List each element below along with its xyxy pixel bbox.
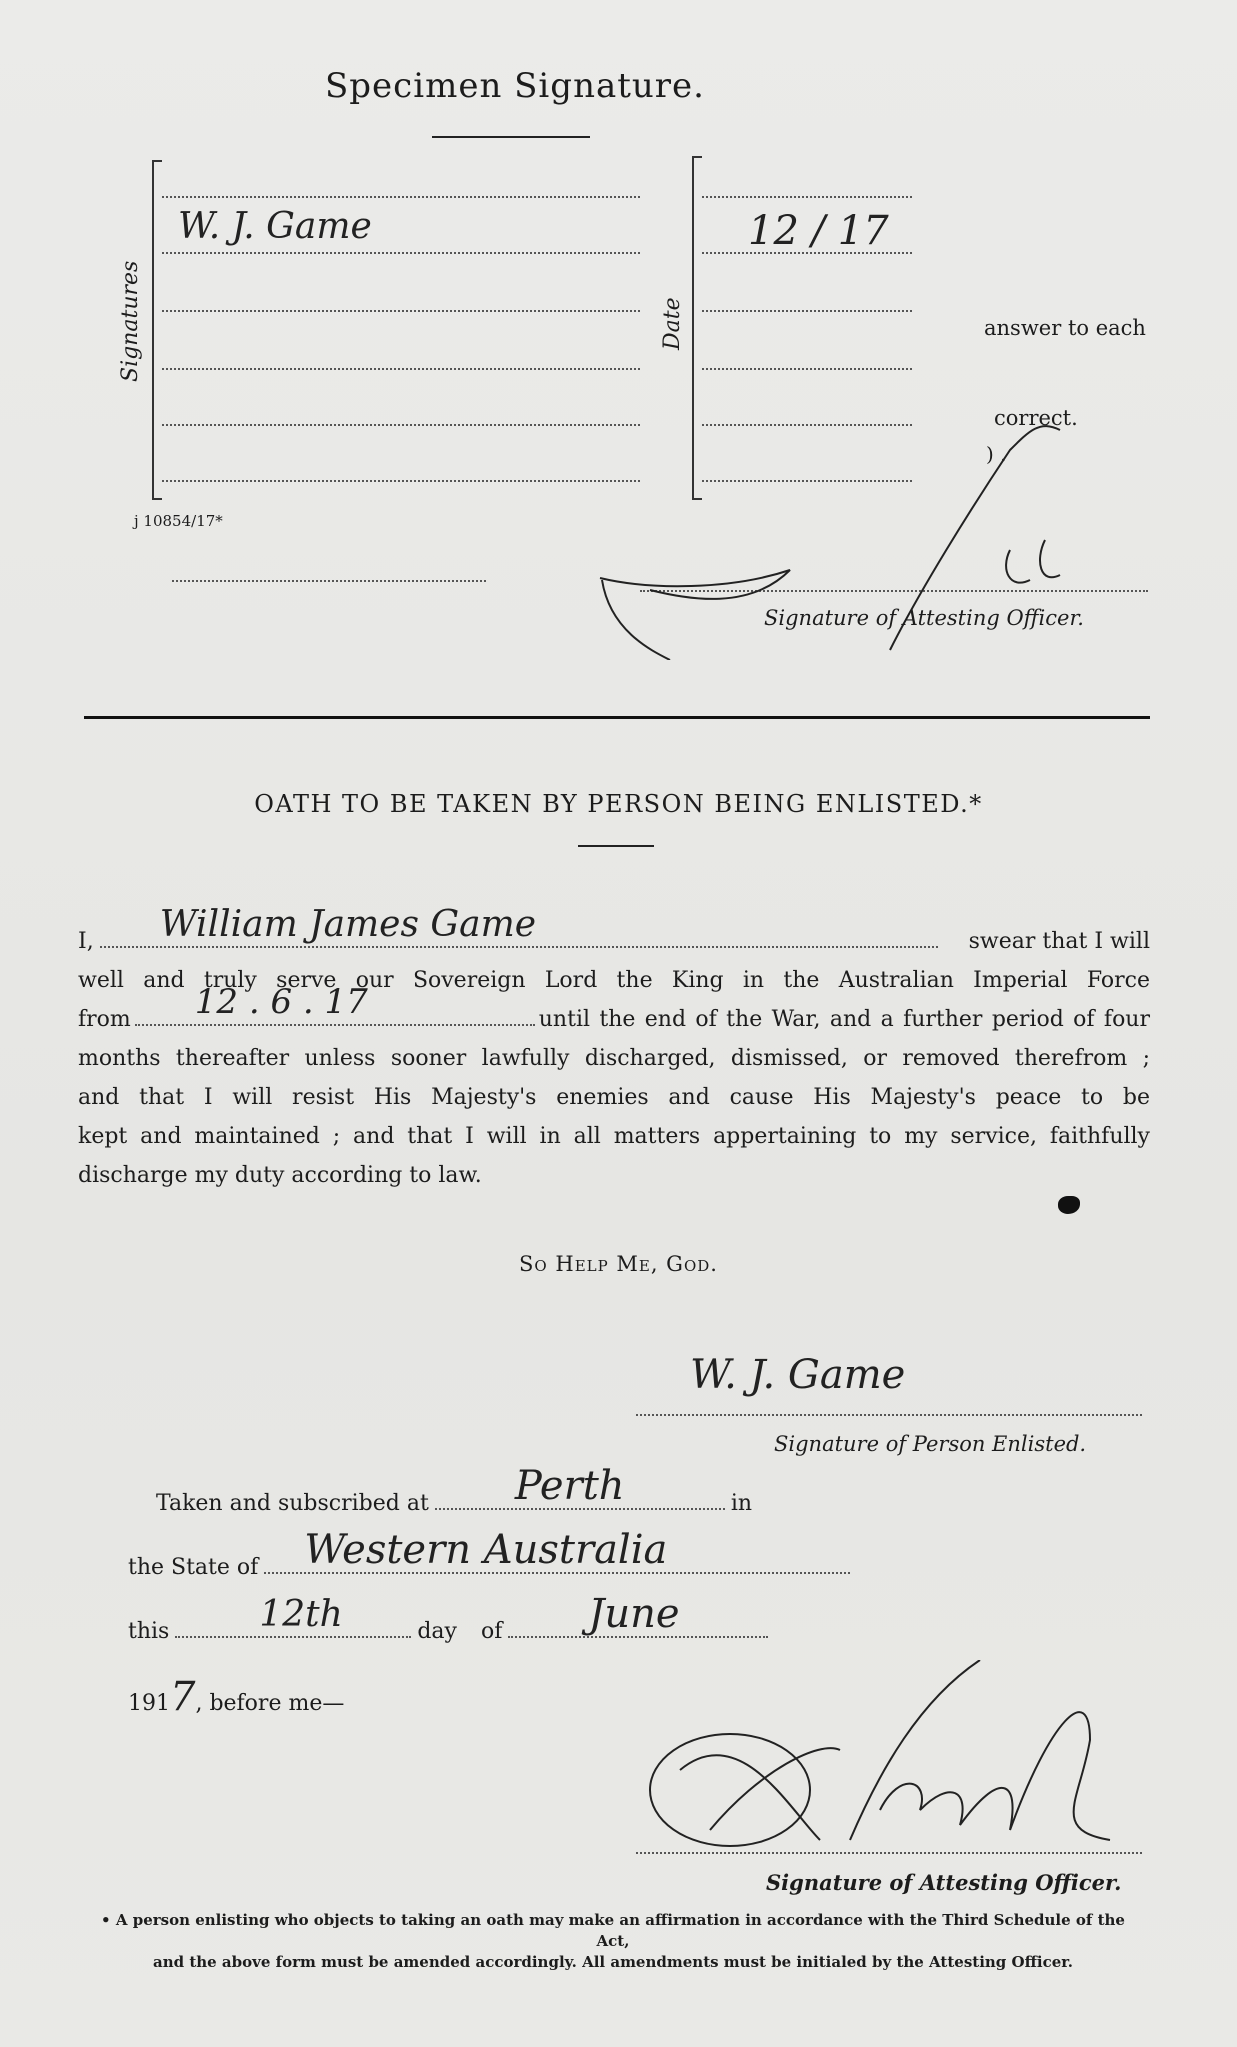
specimen-date: 12 / 17 bbox=[748, 208, 889, 254]
oath-line-7: discharge my duty according to law. bbox=[78, 1163, 482, 1188]
date-line-3 bbox=[702, 310, 912, 312]
signatures-label: Signatures bbox=[118, 260, 143, 382]
oath-from-label: from bbox=[78, 1007, 131, 1032]
year-prefix: 191 bbox=[128, 1691, 170, 1716]
oath-closing: So Help Me, God. bbox=[519, 1252, 718, 1276]
oath-line-5: and that I will resist His Majesty's enemies and cause His Majesty's peace to be bbox=[78, 1085, 1150, 1110]
attesting-signature-line-bottom bbox=[636, 1852, 1142, 1854]
state-value: Western Australia bbox=[304, 1527, 668, 1573]
oath-paragraph bbox=[78, 904, 1150, 1195]
state-field bbox=[264, 1527, 850, 1574]
footnote bbox=[88, 1910, 1138, 1973]
signature-line-3 bbox=[162, 310, 640, 312]
oath-line-2: well and truly serve our Sovereign Lord the King in the Australian Imperial Force bbox=[78, 968, 1150, 993]
attesting-label-top: Signature of Attesting Officer. bbox=[764, 606, 1084, 630]
taken-label: Taken and subscribed at bbox=[156, 1491, 429, 1516]
oath-from-field bbox=[135, 982, 535, 1026]
partial-mark: ) . bbox=[986, 442, 1007, 466]
day-field bbox=[175, 1594, 411, 1638]
date-line bbox=[128, 1591, 774, 1651]
partial-correct-text: correct. bbox=[994, 406, 1078, 430]
oath-name-value: William James Game bbox=[159, 904, 537, 945]
section-divider bbox=[84, 716, 1150, 719]
enlisted-label: Signature of Person Enlisted. bbox=[774, 1432, 1087, 1456]
before-me: , before me— bbox=[195, 1691, 345, 1716]
of-label: of bbox=[480, 1619, 503, 1644]
form-number: j 10854/17* bbox=[134, 512, 223, 530]
year-digit: 7 bbox=[170, 1674, 196, 1720]
signatures-bracket bbox=[152, 160, 154, 500]
oath-line-1 bbox=[78, 904, 1150, 961]
signature-line-1 bbox=[162, 196, 640, 198]
year-line bbox=[128, 1674, 345, 1723]
signature-line-6 bbox=[162, 480, 640, 482]
oath-from-value: 12 . 6 . 17 bbox=[194, 982, 368, 1022]
day-label: day bbox=[417, 1619, 457, 1644]
date-line-1 bbox=[702, 196, 912, 198]
attesting-signature-scrawl-bottom bbox=[620, 1660, 1140, 1860]
oath-rule bbox=[578, 845, 654, 847]
ink-blot bbox=[1058, 1196, 1080, 1214]
oath-line-6: kept and maintained ; and that I will in all matters appertaining to my service, faithfully bbox=[78, 1124, 1150, 1149]
date-label: Date bbox=[660, 297, 685, 350]
specimen-signature: W. J. Game bbox=[178, 206, 372, 247]
footnote-line-2: and the above form must be amended accordingly. All amendments must be initialed by the Attesting Officer. bbox=[152, 1953, 1074, 1971]
state-line bbox=[128, 1527, 856, 1587]
this-label: this bbox=[128, 1619, 170, 1644]
enlisted-signature: W. J. Game bbox=[690, 1352, 906, 1398]
signature-line-5 bbox=[162, 424, 640, 426]
place-value: Perth bbox=[514, 1463, 625, 1509]
signature-line-4 bbox=[162, 368, 640, 370]
day-value: 12th bbox=[259, 1594, 343, 1635]
place-field bbox=[435, 1463, 725, 1510]
taken-line bbox=[156, 1463, 753, 1523]
signature-line-2 bbox=[162, 252, 640, 254]
oath-swear: swear that I will bbox=[968, 929, 1150, 954]
footnote-line-1: • A person enlisting who objects to taking an oath may make an affirmation in accordance with the Third Schedule of the Act, bbox=[101, 1911, 1125, 1950]
blank-line bbox=[172, 580, 486, 582]
oath-from-rest: until the end of the War, and a further period of four bbox=[538, 1007, 1150, 1032]
oath-title: OATH TO BE TAKEN BY PERSON BEING ENLISTED.* bbox=[254, 790, 983, 818]
month-field bbox=[508, 1591, 768, 1638]
attesting-label-bottom: Signature of Attesting Officer. bbox=[766, 1870, 1122, 1895]
oath-prefix: I, bbox=[78, 929, 94, 954]
oath-name-field bbox=[100, 904, 938, 948]
state-label: the State of bbox=[128, 1555, 259, 1580]
in-label: in bbox=[730, 1491, 753, 1516]
date-line-4 bbox=[702, 368, 912, 370]
partial-answer-text: answer to each bbox=[984, 316, 1146, 340]
enlisted-signature-line bbox=[636, 1414, 1142, 1416]
title-rule bbox=[432, 136, 590, 138]
oath-line-3 bbox=[78, 982, 1150, 1039]
oath-line-4: months thereafter unless sooner lawfully discharged, dismissed, or removed therefrom ; bbox=[78, 1046, 1150, 1071]
specimen-title: Specimen Signature. bbox=[324, 66, 705, 106]
month-value: June bbox=[588, 1591, 680, 1637]
